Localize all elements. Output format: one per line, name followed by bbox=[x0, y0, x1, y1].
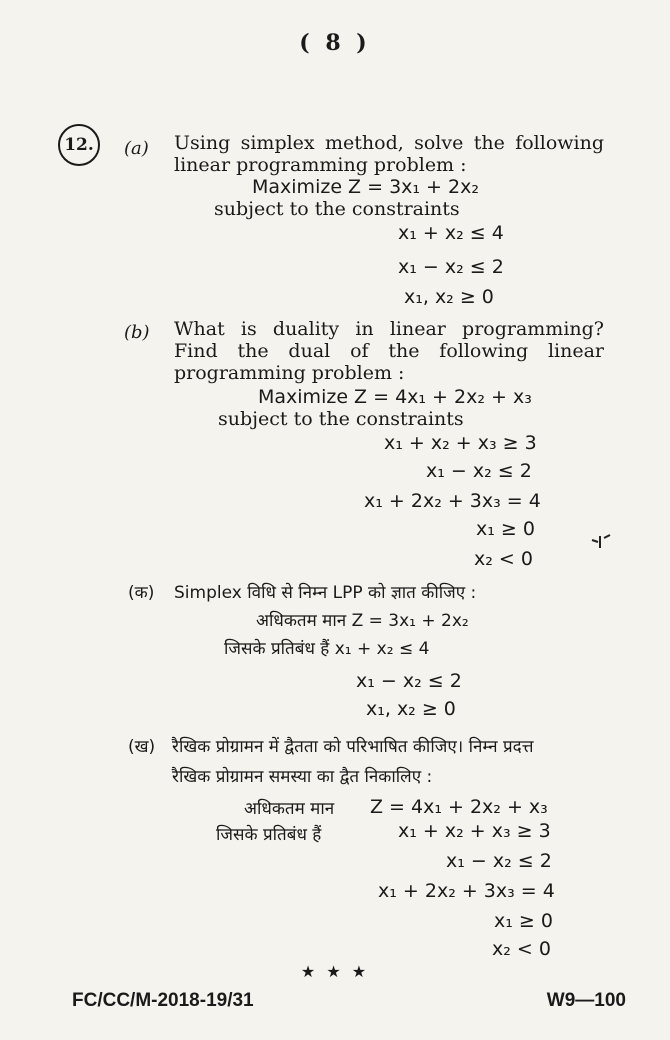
handwritten-tick-mark bbox=[590, 532, 612, 557]
part-b-constraint-1: x₁ + x₂ + x₃ ≥ 3 bbox=[384, 432, 537, 454]
end-stars: ★ ★ ★ bbox=[300, 962, 370, 981]
part-a-objective: Maximize Z = 3x₁ + 2x₂ bbox=[252, 176, 479, 198]
part-kha-constraint-4: x₁ ≥ 0 bbox=[494, 910, 553, 932]
part-b-constraint-3: x₁ + 2x₂ + 3x₃ = 4 bbox=[364, 490, 541, 512]
part-kha-constraint-5: x₂ < 0 bbox=[492, 938, 551, 960]
part-kha-line1: रैखिक प्रोग्रामन में द्वैतता को परिभाषित कीजिए। निम्न प्रदत्त bbox=[172, 737, 534, 757]
part-kha-constraint-2: x₁ − x₂ ≤ 2 bbox=[446, 850, 552, 872]
part-a-constraint-2: x₁ − x₂ ≤ 2 bbox=[398, 256, 504, 278]
part-a-subject: subject to the constraints bbox=[214, 198, 460, 220]
part-kha-objective: Z = 4x₁ + 2x₂ + x₃ bbox=[370, 796, 548, 818]
part-b-label: (b) bbox=[124, 322, 150, 343]
part-b-constraint-5: x₂ < 0 bbox=[474, 548, 533, 570]
part-ka-subject: जिसके प्रतिबंध हैं x₁ + x₂ ≤ 4 bbox=[224, 639, 430, 659]
part-ka-objective: अधिकतम मान Z = 3x₁ + 2x₂ bbox=[256, 611, 469, 631]
part-b-objective: Maximize Z = 4x₁ + 2x₂ + x₃ bbox=[258, 386, 532, 408]
part-a-constraint-3: x₁, x₂ ≥ 0 bbox=[404, 286, 494, 308]
part-b-constraint-2: x₁ − x₂ ≤ 2 bbox=[426, 460, 532, 482]
part-ka-line1: Simplex विधि से निम्न LPP को ज्ञात कीजिए : bbox=[174, 583, 477, 603]
part-a-constraint-1: x₁ + x₂ ≤ 4 bbox=[398, 222, 504, 244]
page-number: ( 8 ) bbox=[299, 30, 371, 56]
part-kha-objective-label: अधिकतम मान bbox=[244, 799, 335, 819]
part-ka-constraint-1: x₁ − x₂ ≤ 2 bbox=[356, 670, 462, 692]
question-number: 12. bbox=[58, 124, 100, 166]
part-a-label: (a) bbox=[124, 138, 149, 159]
part-a-line2: linear programming problem : bbox=[174, 154, 467, 176]
part-a-line1: Using simplex method, solve the following bbox=[174, 132, 604, 154]
part-kha-constraint-3: x₁ + 2x₂ + 3x₃ = 4 bbox=[378, 880, 555, 902]
part-b-constraint-4: x₁ ≥ 0 bbox=[476, 518, 535, 540]
part-ka-label: (क) bbox=[128, 583, 155, 603]
part-b-line2: Find the dual of the following linear bbox=[174, 340, 604, 362]
part-b-line3: programming problem : bbox=[174, 362, 405, 384]
part-b-line1: What is duality in linear programming? bbox=[174, 318, 604, 340]
print-code: W9—100 bbox=[546, 990, 626, 1011]
part-kha-line2: रैखिक प्रोग्रामन समस्या का द्वैत निकालिए : bbox=[172, 767, 433, 787]
part-kha-label: (ख) bbox=[128, 737, 156, 757]
part-kha-constraint-1: x₁ + x₂ + x₃ ≥ 3 bbox=[398, 820, 551, 842]
part-ka-constraint-2: x₁, x₂ ≥ 0 bbox=[366, 698, 456, 720]
paper-code: FC/CC/M-2018-19/31 bbox=[72, 990, 254, 1011]
part-b-subject: subject to the constraints bbox=[218, 408, 464, 430]
part-kha-subject-label: जिसके प्रतिबंध हैं bbox=[216, 825, 322, 845]
